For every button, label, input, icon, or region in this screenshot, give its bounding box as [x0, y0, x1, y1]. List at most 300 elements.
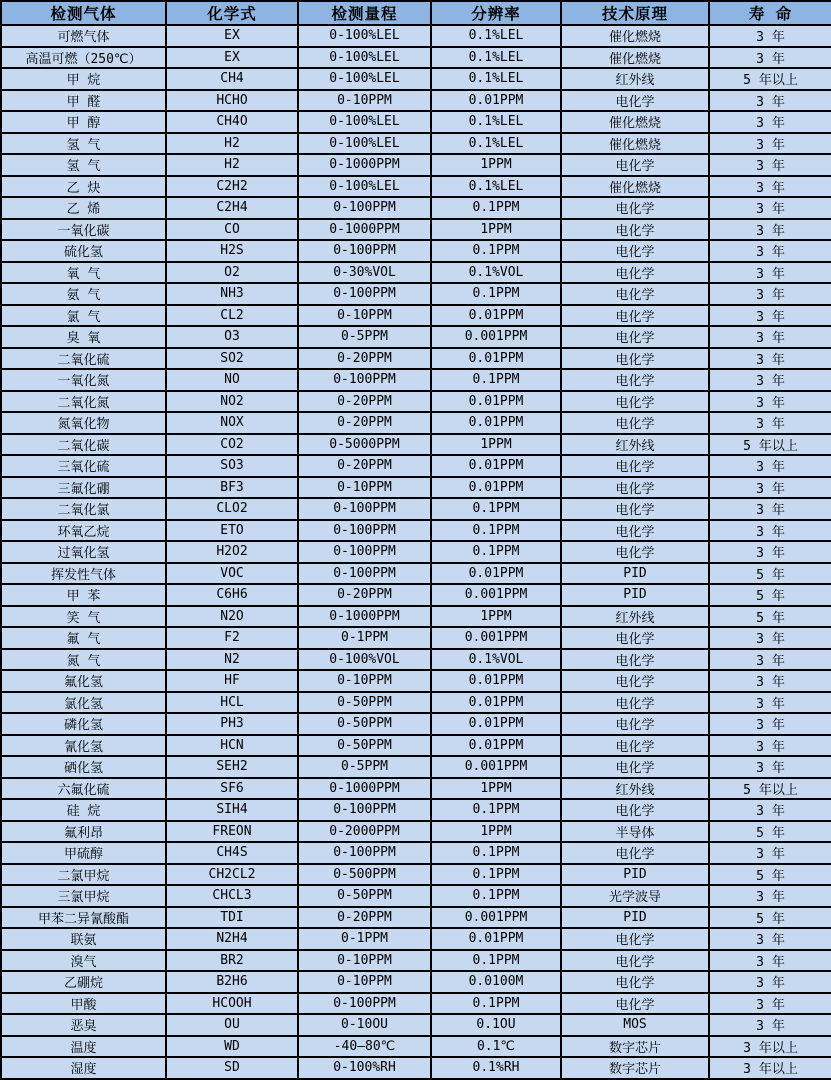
cell-range: 0-20PPM [298, 907, 431, 929]
table-row [1, 219, 831, 241]
cell-range: 0-10OU [298, 1014, 431, 1036]
table-row [1, 993, 831, 1015]
cell-lifespan: 3 年 [709, 111, 831, 133]
table-row [1, 111, 831, 133]
cell-lifespan: 3 年 [709, 928, 831, 950]
cell-resolution: 0.1PPM [431, 369, 561, 391]
cell-range: 0-10PPM [298, 950, 431, 972]
cell-formula: ETO [166, 520, 298, 542]
cell-principle: 电化学 [561, 283, 709, 305]
cell-range: 0-100%LEL [298, 68, 431, 90]
cell-resolution: 0.01PPM [431, 735, 561, 757]
cell-formula: SO3 [166, 455, 298, 477]
cell-principle: 电化学 [561, 412, 709, 434]
cell-range: 0-2000PPM [298, 821, 431, 843]
cell-lifespan: 3 年 [709, 993, 831, 1015]
cell-range: 0-1000PPM [298, 778, 431, 800]
table-row [1, 348, 831, 370]
cell-gas: 一氧化碳 [1, 219, 166, 241]
table-row [1, 412, 831, 434]
cell-formula: H2 [166, 133, 298, 155]
cell-principle: 电化学 [561, 928, 709, 950]
cell-formula: BF3 [166, 477, 298, 499]
table-row [1, 283, 831, 305]
cell-formula: O2 [166, 262, 298, 284]
cell-gas: 挥发性气体 [1, 563, 166, 585]
table-row [1, 864, 831, 886]
table-row [1, 90, 831, 112]
cell-resolution: 0.01PPM [431, 477, 561, 499]
cell-resolution: 0.001PPM [431, 326, 561, 348]
cell-principle: PID [561, 864, 709, 886]
cell-principle: 电化学 [561, 520, 709, 542]
cell-formula: EX [166, 47, 298, 69]
cell-gas: 三氧化硫 [1, 455, 166, 477]
cell-gas: 三氟化硼 [1, 477, 166, 499]
cell-range: 0-30%VOL [298, 262, 431, 284]
cell-formula: H2S [166, 240, 298, 262]
cell-gas: 氨 气 [1, 283, 166, 305]
cell-gas: 氧 气 [1, 262, 166, 284]
cell-resolution: 1PPM [431, 434, 561, 456]
cell-resolution: 0.01PPM [431, 713, 561, 735]
cell-formula: CO [166, 219, 298, 241]
cell-resolution: 0.01PPM [431, 391, 561, 413]
cell-lifespan: 3 年 [709, 670, 831, 692]
cell-range: 0-100PPM [298, 498, 431, 520]
cell-resolution: 0.1OU [431, 1014, 561, 1036]
cell-range: 0-100%LEL [298, 47, 431, 69]
cell-principle: 电化学 [561, 993, 709, 1015]
cell-principle: 电化学 [561, 692, 709, 714]
cell-gas: 甲 烷 [1, 68, 166, 90]
cell-formula: C6H6 [166, 584, 298, 606]
cell-formula: CH4S [166, 842, 298, 864]
cell-range: 0-100PPM [298, 842, 431, 864]
cell-lifespan: 3 年 [709, 348, 831, 370]
cell-principle: 电化学 [561, 670, 709, 692]
cell-lifespan: 3 年 [709, 240, 831, 262]
table-row [1, 649, 831, 671]
cell-gas: 甲苯二异氰酸酯 [1, 907, 166, 929]
cell-gas: 硫化氢 [1, 240, 166, 262]
cell-range: 0-100PPM [298, 369, 431, 391]
cell-principle: 电化学 [561, 735, 709, 757]
cell-range: -40—80℃ [298, 1036, 431, 1058]
cell-lifespan: 3 年 [709, 154, 831, 176]
column-header-principle: 技术原理 [561, 1, 709, 25]
cell-resolution: 0.1PPM [431, 885, 561, 907]
cell-principle: 电化学 [561, 391, 709, 413]
cell-gas: 氟化氢 [1, 670, 166, 692]
cell-lifespan: 3 年 [709, 47, 831, 69]
cell-resolution: 0.1PPM [431, 541, 561, 563]
table-row [1, 670, 831, 692]
cell-lifespan: 3 年 [709, 391, 831, 413]
cell-principle: MOS [561, 1014, 709, 1036]
cell-gas: 温度 [1, 1036, 166, 1058]
cell-resolution: 0.1PPM [431, 842, 561, 864]
cell-range: 0-5PPM [298, 756, 431, 778]
cell-formula: N2O [166, 606, 298, 628]
cell-formula: CLO2 [166, 498, 298, 520]
cell-formula: C2H4 [166, 197, 298, 219]
cell-formula: NOX [166, 412, 298, 434]
cell-lifespan: 3 年 [709, 25, 831, 47]
cell-principle: 催化燃烧 [561, 25, 709, 47]
table-row [1, 971, 831, 993]
cell-formula: CL2 [166, 305, 298, 327]
cell-range: 0-10PPM [298, 971, 431, 993]
cell-formula: CH2CL2 [166, 864, 298, 886]
cell-resolution: 0.1%LEL [431, 133, 561, 155]
table-row [1, 541, 831, 563]
cell-resolution: 0.1PPM [431, 498, 561, 520]
table-row [1, 197, 831, 219]
cell-principle: 电化学 [561, 842, 709, 864]
cell-formula: H2 [166, 154, 298, 176]
cell-gas: 氮氧化物 [1, 412, 166, 434]
cell-gas: 氢 气 [1, 154, 166, 176]
cell-resolution: 0.01PPM [431, 455, 561, 477]
table-row [1, 520, 831, 542]
cell-formula: VOC [166, 563, 298, 585]
table-row [1, 950, 831, 972]
cell-resolution: 0.1%RH [431, 1057, 561, 1079]
cell-resolution: 0.01PPM [431, 348, 561, 370]
cell-principle: 电化学 [561, 498, 709, 520]
cell-lifespan: 3 年 [709, 412, 831, 434]
cell-lifespan: 3 年 [709, 326, 831, 348]
table-row [1, 713, 831, 735]
cell-range: 0-10PPM [298, 90, 431, 112]
cell-resolution: 0.1%VOL [431, 262, 561, 284]
cell-gas: 可燃气体 [1, 25, 166, 47]
cell-resolution: 0.1℃ [431, 1036, 561, 1058]
table-row [1, 928, 831, 950]
cell-lifespan: 3 年 [709, 756, 831, 778]
cell-gas: 臭 氧 [1, 326, 166, 348]
cell-gas: 一氧化氮 [1, 369, 166, 391]
cell-formula: SD [166, 1057, 298, 1079]
cell-lifespan: 3 年 [709, 950, 831, 972]
cell-resolution: 0.01PPM [431, 563, 561, 585]
cell-principle: 电化学 [561, 348, 709, 370]
cell-formula: SF6 [166, 778, 298, 800]
cell-range: 0-100PPM [298, 541, 431, 563]
cell-gas: 甲 醛 [1, 90, 166, 112]
cell-resolution: 0.1PPM [431, 520, 561, 542]
cell-gas: 二氧化氮 [1, 391, 166, 413]
cell-resolution: 1PPM [431, 154, 561, 176]
cell-principle: 催化燃烧 [561, 47, 709, 69]
cell-gas: 二氧化硫 [1, 348, 166, 370]
cell-principle: 半导体 [561, 821, 709, 843]
cell-principle: 红外线 [561, 606, 709, 628]
cell-formula: NH3 [166, 283, 298, 305]
cell-gas: 六氟化硫 [1, 778, 166, 800]
table-row [1, 584, 831, 606]
cell-range: 0-5000PPM [298, 434, 431, 456]
cell-resolution: 0.1PPM [431, 864, 561, 886]
cell-formula: O3 [166, 326, 298, 348]
cell-lifespan: 3 年 [709, 262, 831, 284]
cell-gas: 二氯甲烷 [1, 864, 166, 886]
cell-lifespan: 3 年 [709, 369, 831, 391]
table-row [1, 606, 831, 628]
cell-formula: N2 [166, 649, 298, 671]
table-row [1, 326, 831, 348]
table-row [1, 434, 831, 456]
cell-lifespan: 3 年以上 [709, 1036, 831, 1058]
column-header-formula: 化学式 [166, 1, 298, 25]
cell-range: 0-100PPM [298, 993, 431, 1015]
cell-range: 0-100PPM [298, 563, 431, 585]
table-row [1, 563, 831, 585]
cell-formula: WD [166, 1036, 298, 1058]
table-row [1, 47, 831, 69]
cell-resolution: 0.1PPM [431, 283, 561, 305]
cell-lifespan: 3 年 [709, 713, 831, 735]
cell-lifespan: 3 年 [709, 477, 831, 499]
cell-lifespan: 3 年 [709, 90, 831, 112]
cell-range: 0-50PPM [298, 885, 431, 907]
cell-principle: 电化学 [561, 262, 709, 284]
table-row [1, 756, 831, 778]
cell-principle: 数字芯片 [561, 1036, 709, 1058]
cell-range: 0-50PPM [298, 735, 431, 757]
cell-gas: 乙硼烷 [1, 971, 166, 993]
cell-resolution: 0.001PPM [431, 627, 561, 649]
column-header-range: 检测量程 [298, 1, 431, 25]
cell-resolution: 1PPM [431, 219, 561, 241]
cell-formula: FREON [166, 821, 298, 843]
cell-resolution: 0.1%LEL [431, 111, 561, 133]
cell-principle: 电化学 [561, 197, 709, 219]
cell-range: 0-10PPM [298, 477, 431, 499]
cell-resolution: 0.01PPM [431, 412, 561, 434]
cell-principle: 电化学 [561, 477, 709, 499]
cell-lifespan: 3 年 [709, 627, 831, 649]
cell-range: 0-100PPM [298, 240, 431, 262]
cell-range: 0-100PPM [298, 520, 431, 542]
cell-principle: 电化学 [561, 326, 709, 348]
table-row [1, 176, 831, 198]
table-row [1, 477, 831, 499]
cell-resolution: 0.0100M [431, 971, 561, 993]
cell-gas: 氢 气 [1, 133, 166, 155]
cell-resolution: 1PPM [431, 606, 561, 628]
cell-gas: 恶臭 [1, 1014, 166, 1036]
cell-gas: 湿度 [1, 1057, 166, 1079]
cell-gas: 联氨 [1, 928, 166, 950]
cell-resolution: 0.01PPM [431, 90, 561, 112]
table-row [1, 842, 831, 864]
cell-lifespan: 3 年 [709, 735, 831, 757]
table-body [1, 25, 831, 1079]
table-row [1, 1036, 831, 1058]
cell-formula: HCOOH [166, 993, 298, 1015]
cell-lifespan: 3 年 [709, 176, 831, 198]
cell-range: 0-20PPM [298, 455, 431, 477]
cell-lifespan: 5 年 [709, 864, 831, 886]
cell-formula: SO2 [166, 348, 298, 370]
cell-formula: HF [166, 670, 298, 692]
cell-principle: 红外线 [561, 778, 709, 800]
cell-gas: 磷化氢 [1, 713, 166, 735]
cell-lifespan: 5 年 [709, 563, 831, 585]
cell-gas: 甲 醇 [1, 111, 166, 133]
cell-resolution: 0.01PPM [431, 928, 561, 950]
cell-range: 0-100PPM [298, 799, 431, 821]
cell-resolution: 0.01PPM [431, 692, 561, 714]
table-row [1, 885, 831, 907]
table-row [1, 25, 831, 47]
cell-gas: 笑 气 [1, 606, 166, 628]
cell-gas: 甲 苯 [1, 584, 166, 606]
cell-range: 0-20PPM [298, 412, 431, 434]
cell-resolution: 0.1%LEL [431, 176, 561, 198]
table-row [1, 627, 831, 649]
table-row [1, 692, 831, 714]
cell-formula: CHCL3 [166, 885, 298, 907]
cell-principle: 电化学 [561, 305, 709, 327]
cell-formula: SEH2 [166, 756, 298, 778]
cell-range: 0-1PPM [298, 928, 431, 950]
table-row [1, 498, 831, 520]
cell-lifespan: 5 年以上 [709, 434, 831, 456]
cell-gas: 溴气 [1, 950, 166, 972]
cell-gas: 硒化氢 [1, 756, 166, 778]
cell-lifespan: 3 年 [709, 1014, 831, 1036]
cell-range: 0-100%LEL [298, 111, 431, 133]
cell-formula: HCHO [166, 90, 298, 112]
cell-range: 0-100%RH [298, 1057, 431, 1079]
column-header-resolution: 分辨率 [431, 1, 561, 25]
cell-gas: 氮 气 [1, 649, 166, 671]
cell-resolution: 0.1PPM [431, 799, 561, 821]
cell-principle: 电化学 [561, 369, 709, 391]
cell-gas: 甲硫醇 [1, 842, 166, 864]
cell-principle: 电化学 [561, 713, 709, 735]
cell-resolution: 0.001PPM [431, 756, 561, 778]
table-row [1, 240, 831, 262]
cell-formula: CH4 [166, 68, 298, 90]
cell-lifespan: 3 年 [709, 455, 831, 477]
cell-formula: NO [166, 369, 298, 391]
cell-formula: CH4O [166, 111, 298, 133]
table-row [1, 1057, 831, 1079]
cell-gas: 乙 烯 [1, 197, 166, 219]
cell-range: 0-1000PPM [298, 606, 431, 628]
cell-principle: 光学波导 [561, 885, 709, 907]
cell-lifespan: 3 年 [709, 283, 831, 305]
cell-range: 0-100%VOL [298, 649, 431, 671]
cell-resolution: 0.1%LEL [431, 25, 561, 47]
cell-resolution: 0.01PPM [431, 670, 561, 692]
cell-formula: N2H4 [166, 928, 298, 950]
cell-range: 0-1000PPM [298, 219, 431, 241]
cell-lifespan: 3 年 [709, 799, 831, 821]
cell-principle: 红外线 [561, 434, 709, 456]
header-row [1, 1, 831, 25]
cell-formula: NO2 [166, 391, 298, 413]
table-row [1, 821, 831, 843]
cell-formula: SIH4 [166, 799, 298, 821]
table-row [1, 1014, 831, 1036]
table-row [1, 262, 831, 284]
cell-principle: 电化学 [561, 154, 709, 176]
cell-formula: EX [166, 25, 298, 47]
cell-gas: 硅 烷 [1, 799, 166, 821]
cell-principle: 电化学 [561, 219, 709, 241]
cell-range: 0-100%LEL [298, 133, 431, 155]
cell-resolution: 0.1%LEL [431, 47, 561, 69]
cell-lifespan: 3 年 [709, 971, 831, 993]
table-row [1, 455, 831, 477]
cell-formula: HCN [166, 735, 298, 757]
cell-gas: 氯化氢 [1, 692, 166, 714]
cell-range: 0-50PPM [298, 692, 431, 714]
cell-formula: OU [166, 1014, 298, 1036]
cell-lifespan: 3 年 [709, 885, 831, 907]
cell-range: 0-1000PPM [298, 154, 431, 176]
cell-lifespan: 3 年 [709, 541, 831, 563]
cell-resolution: 0.1%VOL [431, 649, 561, 671]
table-row [1, 391, 831, 413]
cell-range: 0-100%LEL [298, 176, 431, 198]
cell-range: 0-100PPM [298, 283, 431, 305]
cell-principle: 红外线 [561, 68, 709, 90]
column-header-lifespan: 寿 命 [709, 1, 831, 25]
table-row [1, 133, 831, 155]
table-row [1, 735, 831, 757]
cell-formula: HCL [166, 692, 298, 714]
cell-lifespan: 5 年 [709, 606, 831, 628]
cell-gas: 三氯甲烷 [1, 885, 166, 907]
cell-principle: 催化燃烧 [561, 133, 709, 155]
cell-resolution: 0.1PPM [431, 993, 561, 1015]
cell-principle: 电化学 [561, 627, 709, 649]
cell-lifespan: 3 年 [709, 520, 831, 542]
table-row [1, 907, 831, 929]
cell-gas: 氟 气 [1, 627, 166, 649]
table-row [1, 799, 831, 821]
cell-principle: 电化学 [561, 950, 709, 972]
cell-formula: F2 [166, 627, 298, 649]
cell-gas: 高温可燃（250℃） [1, 47, 166, 69]
cell-principle: PID [561, 907, 709, 929]
cell-gas: 甲酸 [1, 993, 166, 1015]
cell-gas: 二氧化碳 [1, 434, 166, 456]
cell-range: 0-5PPM [298, 326, 431, 348]
cell-lifespan: 5 年 [709, 821, 831, 843]
cell-range: 0-10PPM [298, 670, 431, 692]
cell-principle: PID [561, 584, 709, 606]
cell-lifespan: 5 年 [709, 584, 831, 606]
cell-formula: BR2 [166, 950, 298, 972]
cell-range: 0-20PPM [298, 584, 431, 606]
cell-principle: 催化燃烧 [561, 176, 709, 198]
cell-gas: 环氧乙烷 [1, 520, 166, 542]
cell-principle: 电化学 [561, 971, 709, 993]
cell-resolution: 0.1PPM [431, 950, 561, 972]
table-row [1, 154, 831, 176]
cell-lifespan: 3 年 [709, 219, 831, 241]
cell-range: 0-500PPM [298, 864, 431, 886]
column-header-gas: 检测气体 [1, 1, 166, 25]
cell-gas: 氯 气 [1, 305, 166, 327]
